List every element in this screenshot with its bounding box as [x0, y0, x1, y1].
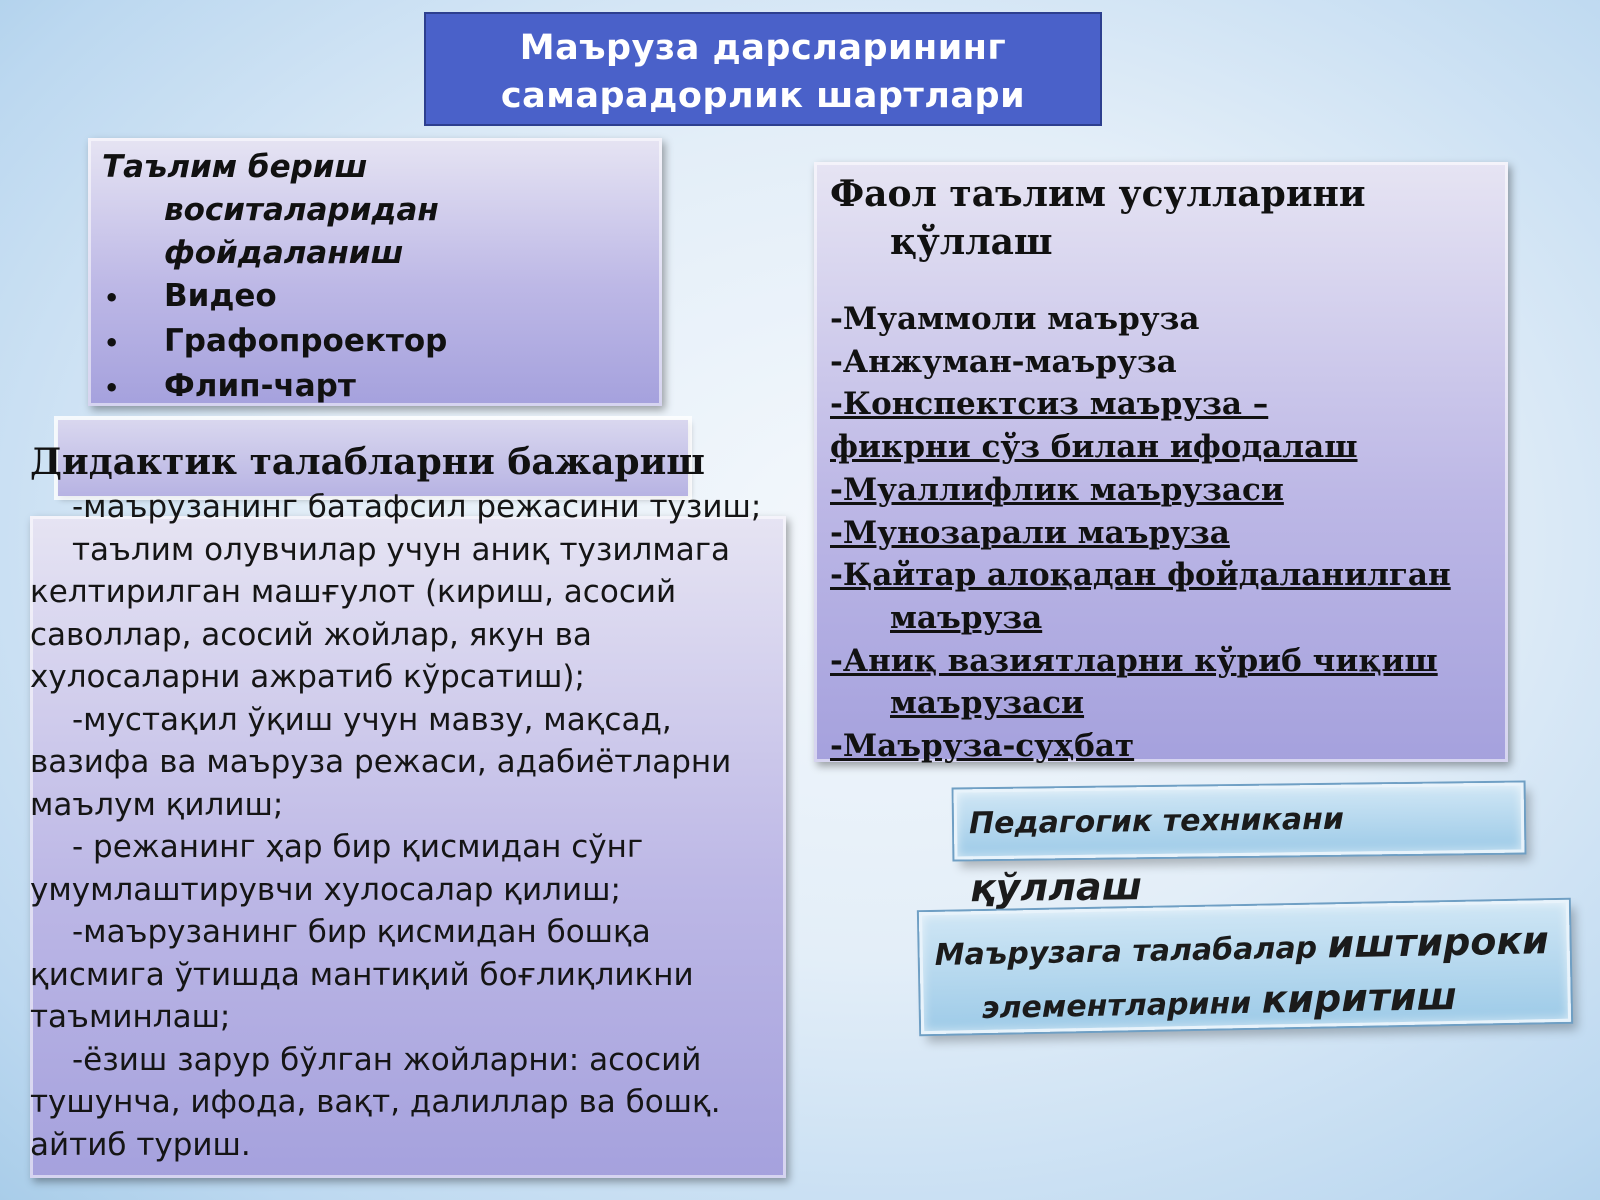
tools-heading-line-3: фойдаланиш	[164, 235, 404, 271]
tools-item-label: Видео	[164, 278, 277, 314]
method-item	[830, 554, 1510, 639]
tools-item	[102, 320, 662, 365]
participation-box-text-3: элементларини	[981, 985, 1252, 1027]
bullet-icon	[102, 365, 164, 410]
method-item-label: фикрни сўз билан ифодалаш	[830, 429, 1358, 466]
pedagogic-technique-box	[954, 783, 1525, 911]
method-item-label: -Муаллифлик маърузаси	[830, 471, 1284, 508]
method-item-label: -Мунозарали маъруза	[830, 514, 1230, 551]
method-item-label-cont: маъруза	[890, 599, 1043, 636]
didactic-paragraph: таълим олувчилар учун аниқ тузилмага келтирилган машғулот (кириш, асосий саволлар, асосий жойлар, якун ва хулосаларни ажратиб кўрсатиш);	[30, 531, 730, 695]
participation-box-text-4: киритиш	[1261, 973, 1458, 1022]
method-item	[830, 298, 1510, 341]
method-item-label: -Муаммоли маъруза	[830, 301, 1200, 337]
method-item	[830, 725, 1510, 768]
didactic-paragraph: -маърузанинг бир қисмидан бошқа қисмига ўтишда мантиқий боғлиқликни таъминлаш;	[30, 914, 694, 1035]
bullet-icon	[102, 320, 164, 365]
slide-title-line-1: Маъруза дарсларининг	[519, 28, 1007, 68]
didactic-paragraph: - режанинг ҳар бир қисмидан сўнг умумлаштирувчи хулосалар қилиш;	[30, 829, 644, 908]
methods-title	[830, 170, 1510, 266]
didactic-paragraph: -ёзиш зарур бўлган жойларни: асосий тушунча, ифода, вақт, далиллар ва бошқ. айтиб туриш.	[30, 1041, 721, 1163]
method-item-label: -Қайтар алоқадан фойдаланилган	[830, 557, 1451, 594]
method-item	[830, 341, 1510, 384]
tools-heading	[102, 146, 662, 275]
methods-title-line-2: қўллаш	[890, 221, 1053, 263]
methods-title-line-1: Фаол таълим усулларини	[830, 173, 1366, 215]
method-item-label: -Маъруза-суҳбат	[830, 728, 1135, 765]
methods-list	[830, 298, 1510, 768]
method-item-label: -Анжуман-маъруза	[830, 343, 1177, 380]
tools-item	[102, 275, 662, 320]
tools-heading-line-2: воситаларидан	[164, 192, 439, 228]
participation-box-text-2: иштироки	[1327, 918, 1550, 967]
didactic-body	[30, 486, 790, 1166]
tools-item-label: Флип-чарт	[164, 368, 356, 404]
participation-box-line-2	[935, 969, 1568, 1035]
method-item	[830, 640, 1510, 725]
tools-heading-line-1: Таълим бериш	[102, 149, 368, 185]
pedagogic-box-text-1: Педагогик техникани	[968, 801, 1345, 842]
pedagogic-box-text-2: қўллаш	[969, 864, 1143, 911]
tools-item	[102, 365, 662, 410]
slide-title	[424, 12, 1102, 126]
method-item	[830, 383, 1510, 426]
method-item	[830, 469, 1510, 512]
tools-item-label: Графопроектор	[164, 323, 448, 359]
tools-panel-text	[102, 146, 662, 455]
method-item-label: -Конспектсиз маъруза –	[830, 386, 1269, 423]
didactic-title: Дидактик талабларни бажариш	[30, 441, 705, 483]
method-item-label-cont: маърузаси	[890, 685, 1085, 722]
participation-box-text-1: Маърузага талабалар	[934, 930, 1318, 973]
student-participation-box	[919, 900, 1571, 1034]
slide-title-line-2: самарадорлик шартлари	[500, 76, 1026, 116]
method-item-label: -Аниқ вазиятларни кўриб чиқиш	[830, 642, 1438, 679]
bullet-icon	[102, 275, 164, 320]
didactic-paragraph: -маърузанинг батафсил режасини тузиш;	[72, 489, 762, 525]
methods-content	[830, 170, 1510, 768]
method-item	[830, 426, 1510, 469]
didactic-paragraph: -мустақил ўқиш учун мавзу, мақсад, вазифа ва маъруза режаси, адабиётларни маълум қилиш;	[30, 701, 732, 823]
method-item	[830, 512, 1510, 555]
